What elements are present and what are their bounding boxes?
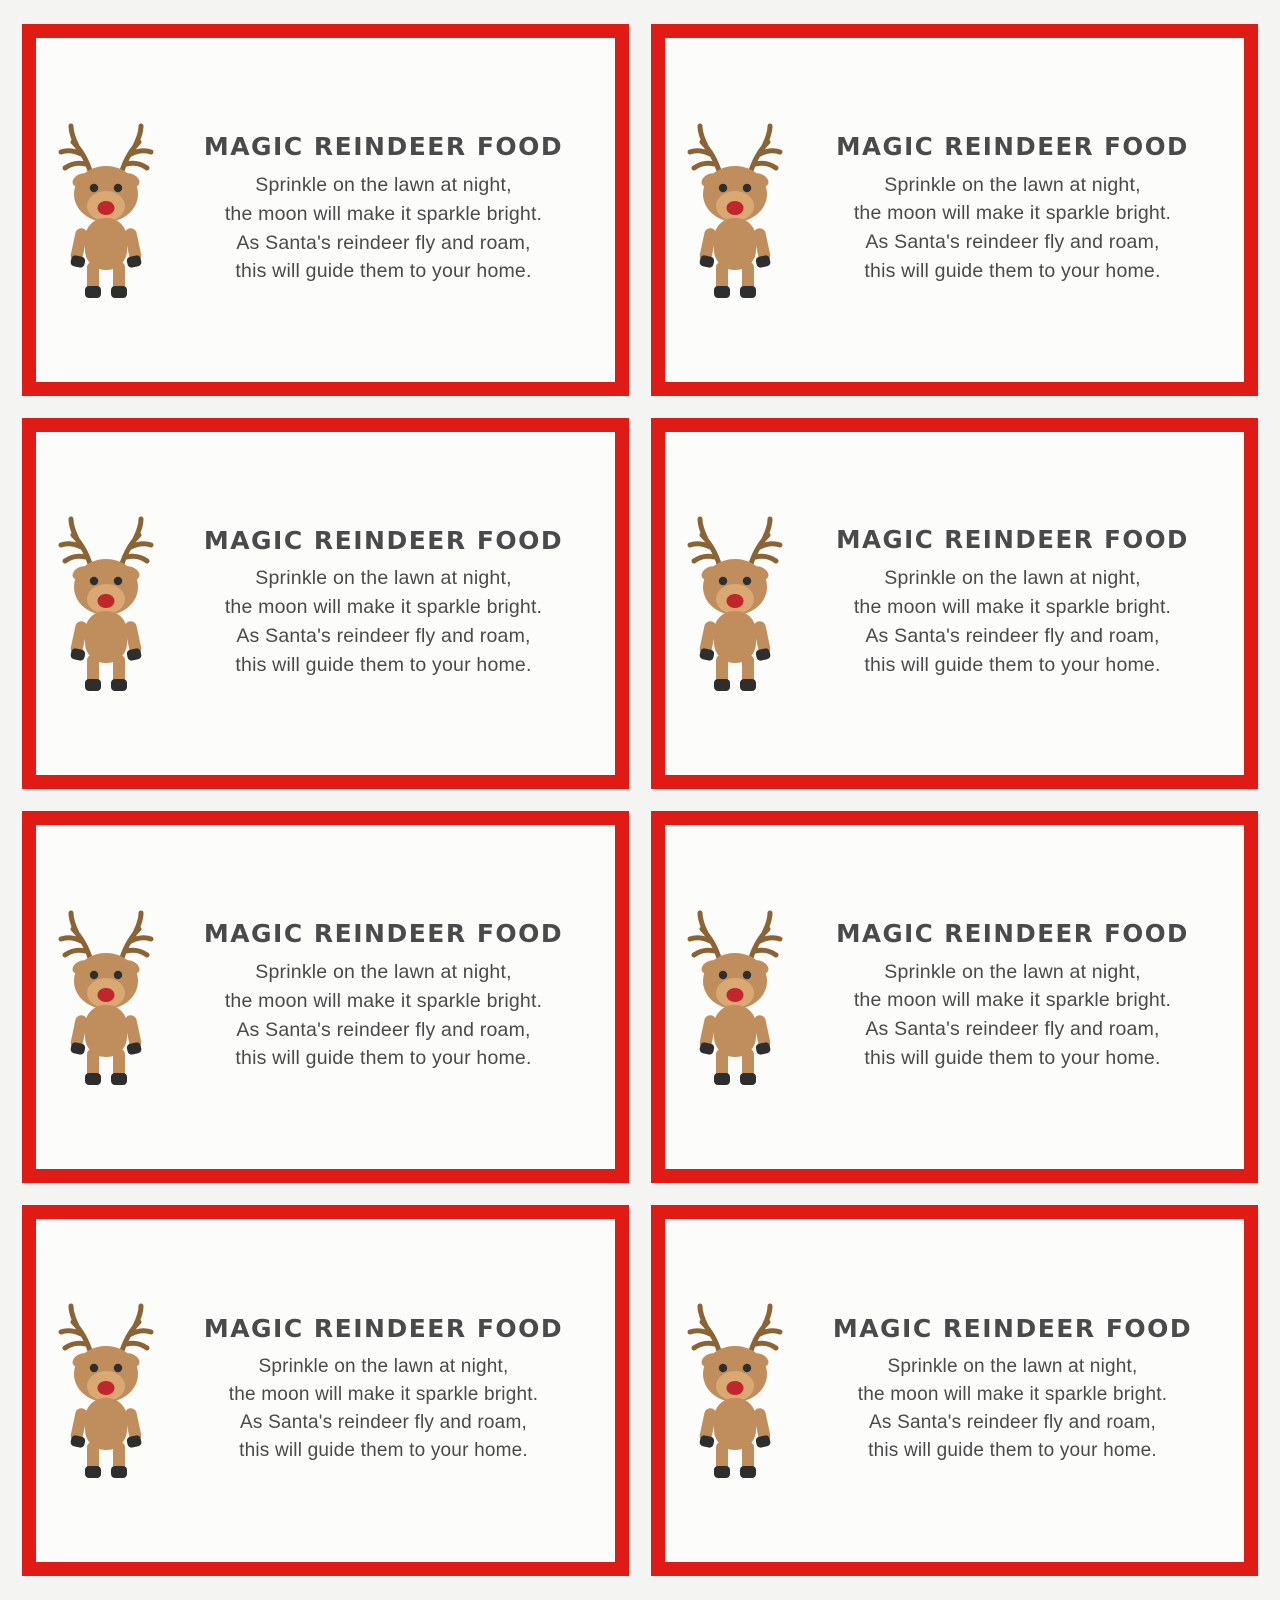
card-title: MAGIC REINDEER FOOD xyxy=(836,131,1189,161)
card-poem xyxy=(170,1353,597,1465)
poem-line: Sprinkle on the lawn at night, xyxy=(884,173,1141,196)
poem-line: the moon will make it sparkle bright. xyxy=(853,595,1172,618)
poem-line: As Santa's reindeer fly and roam, xyxy=(240,1412,527,1433)
card-title: MAGIC REINDEER FOOD xyxy=(836,918,1189,948)
poem-line: Sprinkle on the lawn at night, xyxy=(255,173,512,196)
reindeer-icon xyxy=(675,897,795,1097)
tag-card-content xyxy=(675,110,1230,310)
poem-line: this will guide them to your home. xyxy=(864,260,1161,283)
poem-line: As Santa's reindeer fly and roam, xyxy=(236,231,531,254)
poem-line: this will guide them to your home. xyxy=(235,1047,532,1070)
tag-card xyxy=(22,24,629,396)
tag-text-block xyxy=(170,133,601,286)
reindeer-icon xyxy=(675,1290,795,1490)
poem-line: this will guide them to your home. xyxy=(235,653,532,676)
tag-text-block xyxy=(170,527,601,680)
poem-line: this will guide them to your home. xyxy=(239,1440,528,1462)
reindeer-icon xyxy=(46,503,166,703)
card-poem xyxy=(799,1353,1226,1465)
tag-text-block xyxy=(799,131,1230,286)
poem-line: Sprinkle on the lawn at night, xyxy=(255,960,512,983)
poem-line: As Santa's reindeer fly and roam, xyxy=(865,231,1160,254)
tag-text-block xyxy=(799,918,1230,1073)
poem-line: the moon will make it sparkle bright. xyxy=(224,202,543,225)
poem-line: the moon will make it sparkle bright. xyxy=(853,202,1172,225)
card-poem xyxy=(170,171,597,286)
tag-card-content xyxy=(46,1290,601,1490)
tag-card xyxy=(651,24,1258,396)
poem-line: Sprinkle on the lawn at night, xyxy=(884,567,1141,589)
poem-line: the moon will make it sparkle bright. xyxy=(224,596,543,619)
card-poem xyxy=(170,564,597,679)
tag-card xyxy=(22,811,629,1183)
reindeer-icon xyxy=(46,1290,166,1490)
poem-line: Sprinkle on the lawn at night, xyxy=(887,1355,1138,1377)
tag-card-content xyxy=(46,897,601,1097)
card-title: MAGIC REINDEER FOOD xyxy=(203,525,564,555)
card-title: MAGIC REINDEER FOOD xyxy=(203,919,564,949)
tag-card-content xyxy=(46,110,601,310)
card-title: MAGIC REINDEER FOOD xyxy=(203,132,564,162)
tag-card-content xyxy=(675,897,1230,1097)
poem-line: As Santa's reindeer fly and roam, xyxy=(865,624,1160,647)
poem-line: As Santa's reindeer fly and roam, xyxy=(869,1412,1156,1433)
tag-card xyxy=(651,1205,1258,1577)
poem-line: the moon will make it sparkle bright. xyxy=(857,1383,1168,1405)
poem-line: this will guide them to your home. xyxy=(864,653,1161,676)
tag-card-content xyxy=(675,503,1230,703)
poem-line: Sprinkle on the lawn at night, xyxy=(255,567,512,590)
poem-line: As Santa's reindeer fly and roam, xyxy=(236,1018,531,1041)
reindeer-icon xyxy=(46,897,166,1097)
poem-line: Sprinkle on the lawn at night, xyxy=(258,1355,509,1377)
card-poem xyxy=(799,958,1226,1073)
tag-text-block xyxy=(170,1315,601,1465)
poem-line: this will guide them to your home. xyxy=(235,260,532,283)
card-title: MAGIC REINDEER FOOD xyxy=(203,1314,564,1344)
poem-line: Sprinkle on the lawn at night, xyxy=(884,960,1141,983)
reindeer-icon xyxy=(675,110,795,310)
card-poem xyxy=(170,958,597,1073)
poem-line: the moon will make it sparkle bright. xyxy=(224,989,543,1012)
poem-line: the moon will make it sparkle bright. xyxy=(853,989,1172,1012)
tag-card xyxy=(651,811,1258,1183)
poem-line: this will guide them to your home. xyxy=(868,1440,1157,1462)
card-title: MAGIC REINDEER FOOD xyxy=(836,525,1189,555)
reindeer-icon xyxy=(46,110,166,310)
tag-card xyxy=(651,418,1258,790)
card-title: MAGIC REINDEER FOOD xyxy=(832,1314,1193,1344)
card-poem xyxy=(799,564,1226,679)
tag-text-block xyxy=(799,527,1230,679)
tag-card xyxy=(22,418,629,790)
card-poem xyxy=(799,171,1226,286)
tag-card-content xyxy=(675,1290,1230,1490)
tag-card-content xyxy=(46,503,601,703)
poem-line: the moon will make it sparkle bright. xyxy=(228,1383,539,1405)
tag-text-block xyxy=(799,1315,1230,1465)
poem-line: this will guide them to your home. xyxy=(864,1047,1161,1070)
tag-text-block xyxy=(170,920,601,1073)
tag-card xyxy=(22,1205,629,1577)
poem-line: As Santa's reindeer fly and roam, xyxy=(865,1018,1160,1041)
poem-line: As Santa's reindeer fly and roam, xyxy=(236,625,531,647)
reindeer-icon xyxy=(675,503,795,703)
